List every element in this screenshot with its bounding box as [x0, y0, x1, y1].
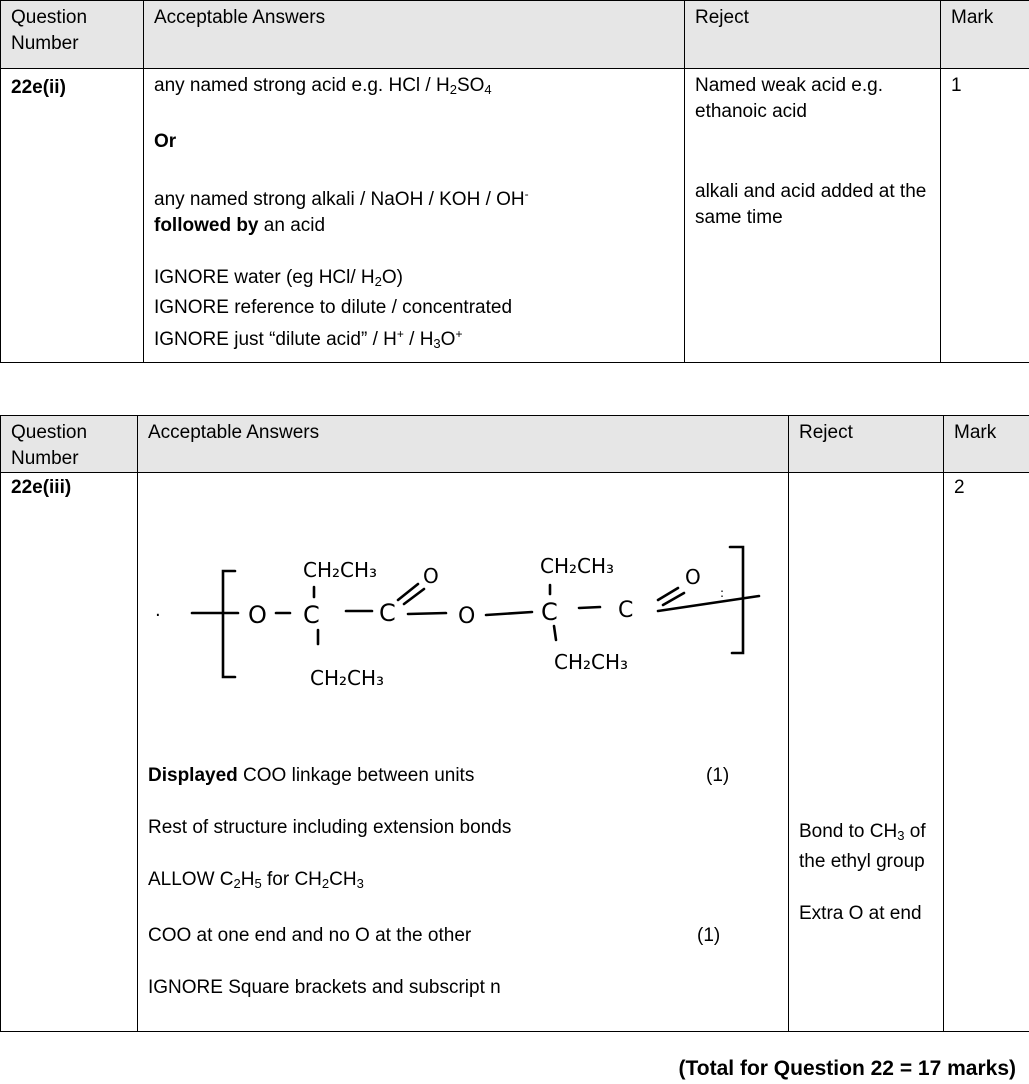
ethyl-top-1: CH₂CH₃	[303, 558, 378, 582]
answer-rest-of-structure: Rest of structure including extension bonds	[148, 817, 512, 838]
atom-o-double-2: O	[685, 565, 701, 589]
reject-extra-o: Extra O at end	[799, 903, 922, 924]
ethyl-bottom-2: CH₂CH₃	[554, 650, 629, 674]
answer-or: Or	[154, 131, 177, 152]
header-reject: Reject	[789, 416, 944, 473]
ethyl-bottom-1: CH₂CH₃	[310, 666, 385, 690]
mark-value: 1	[941, 69, 1029, 363]
question-number: 22e(ii)	[1, 69, 144, 363]
question-total: (Total for Question 22 = 17 marks)	[678, 1057, 1016, 1080]
ignore-water: IGNORE water (eg HCl/ $H_2O$)	[154, 267, 403, 289]
mark-scheme-table-22e-iii	[0, 415, 1029, 1032]
answer-strong-alkali: any named strong alkali / NaOH / KOH / OH-	[154, 187, 529, 210]
atom-o-1: O	[248, 601, 267, 629]
reject-simultaneous: alkali and acid added at the same time	[695, 181, 927, 228]
atom-c-2: C	[379, 599, 396, 627]
answer-strong-acid: any named strong acid e.g. HCl / $H_2SO_4$	[154, 75, 492, 97]
ignore-dilute-acid: IGNORE just “dilute acid” / $H^+ / H_3O^+$	[154, 327, 463, 351]
reject-cell	[789, 473, 944, 1032]
mark-scheme-table-22e-ii	[0, 0, 1029, 363]
answer-followed-by: followed by an acid	[154, 215, 326, 236]
header-question-number: Question Number	[1, 1, 144, 69]
acceptable-answers-cell	[138, 473, 789, 1032]
header-acceptable-answers: Acceptable Answers	[138, 416, 789, 473]
header-reject: Reject	[685, 1, 941, 69]
bond-c-c-2	[579, 607, 600, 608]
reject-bond-to-ch3: Bond to $CH_3$ of the ethyl group	[799, 821, 926, 872]
answer-row	[1, 473, 1029, 1032]
atom-c-4: C	[618, 598, 634, 623]
answer-allow-c2h5: ALLOW $C_2H_5$ for $CH_2CH_3$	[148, 869, 364, 891]
bond-c-o	[408, 613, 446, 614]
header-question-number: Question Number	[1, 416, 138, 473]
answer-coo-one-end: COO at one end and no O at the other (1)	[148, 925, 721, 946]
atom-o-2: O	[458, 604, 476, 629]
dot-mark-right: :	[720, 586, 725, 600]
polyester-structure-diagram	[148, 473, 778, 763]
double-bond-1a	[398, 584, 418, 600]
answer-row	[1, 69, 1029, 363]
bond-c-ethyl-bottom-2	[554, 626, 556, 640]
header-row	[1, 416, 1029, 473]
header-mark: Mark	[944, 416, 1029, 473]
dot-mark: ·	[155, 605, 161, 626]
atom-c-3: C	[541, 598, 558, 626]
header-row	[1, 1, 1029, 69]
ethyl-top-2: CH₂CH₃	[540, 554, 615, 578]
atom-c-1: C	[303, 601, 320, 629]
atom-o-double-1: O	[423, 564, 439, 588]
header-acceptable-answers: Acceptable Answers	[144, 1, 685, 69]
left-square-bracket	[223, 571, 235, 677]
bond-o-c-2	[486, 612, 532, 615]
acceptable-answers-cell	[144, 69, 685, 363]
answer-displayed-linkage: Displayed COO linkage between units (1)	[148, 765, 730, 786]
mark-value: 2	[944, 473, 1029, 1032]
reject-weak-acid: Named weak acid e.g. ethanoic acid	[695, 75, 883, 122]
answer-ignore-brackets: IGNORE Square brackets and subscript n	[148, 977, 501, 998]
header-mark: Mark	[941, 1, 1029, 69]
reject-cell	[685, 69, 941, 363]
ignore-dilute-concentrated: IGNORE reference to dilute / concentrated	[154, 297, 513, 318]
question-number: 22e(iii)	[1, 473, 138, 1032]
